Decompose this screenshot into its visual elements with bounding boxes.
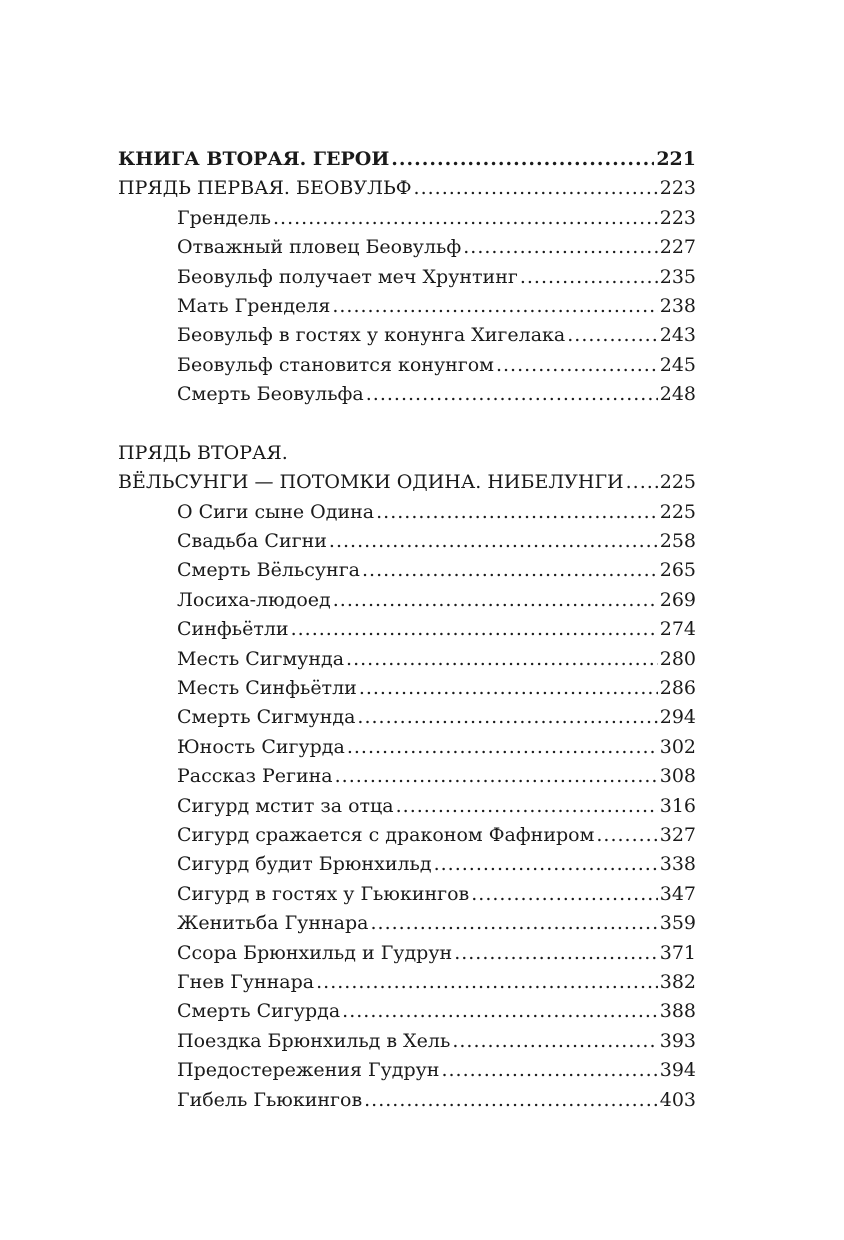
toc-entry-chapter [118, 821, 696, 850]
chapter-title: Ссора Брюнхильд и Гудрун [177, 941, 453, 964]
dot-leader [346, 645, 658, 674]
chapter-page-number: 274 [659, 618, 696, 641]
chapter-title: Юность Сигурда [177, 735, 345, 758]
dot-leader [333, 586, 658, 615]
toc-entry-chapter [118, 380, 696, 409]
part1-page-number: 223 [659, 177, 696, 200]
chapter-title: Отважный пловец Беовульф [177, 236, 462, 259]
chapter-page-number: 265 [659, 559, 696, 582]
chapter-page-number: 403 [659, 1088, 696, 1111]
dot-leader [567, 321, 658, 350]
toc-entry-chapter [118, 880, 696, 909]
chapter-title: Сигурд мстит за отца [177, 794, 394, 817]
chapter-page-number: 371 [659, 941, 696, 964]
dot-leader [347, 733, 658, 762]
chapter-page-number: 235 [659, 265, 696, 288]
toc-entry-chapter [118, 909, 696, 938]
toc-entry-chapter [118, 850, 696, 879]
dot-leader [520, 263, 658, 292]
toc-entry-chapter [118, 351, 696, 380]
toc-entry-chapter [118, 556, 696, 585]
chapter-page-number: 394 [659, 1059, 696, 1082]
toc-entry-part2 [118, 468, 696, 497]
toc-entry-chapter [118, 939, 696, 968]
chapter-page-number: 227 [659, 236, 696, 259]
dot-leader [414, 174, 658, 203]
chapter-title: Беовульф получает меч Хрунтинг [177, 265, 518, 288]
chapter-title: Поездка Брюнхильд в Хель [177, 1029, 451, 1052]
dot-leader [273, 204, 658, 233]
chapter-page-number: 308 [659, 765, 696, 788]
chapter-page-number: 388 [659, 1000, 696, 1023]
toc-entry-chapter [118, 762, 696, 791]
chapter-title: Сигурд сражается с драконом Фафниром [177, 823, 595, 846]
chapter-title: Мать Гренделя [177, 294, 331, 317]
dot-leader [366, 380, 658, 409]
table-of-contents [118, 145, 696, 1115]
dot-leader [359, 674, 658, 703]
dot-leader [452, 1027, 657, 1056]
chapter-title: Смерть Беовульфа [177, 383, 364, 406]
chapter-page-number: 316 [659, 794, 696, 817]
dot-leader [391, 145, 654, 174]
dot-leader [434, 850, 658, 879]
toc-entry-chapter [118, 968, 696, 997]
toc-entry-chapter [118, 1086, 696, 1115]
chapter-page-number: 243 [659, 324, 696, 347]
chapter-page-number: 294 [659, 706, 696, 729]
chapter-title: Лосиха-людоед [177, 588, 331, 611]
toc-entry-chapter [118, 586, 696, 615]
dot-leader [396, 792, 658, 821]
dot-leader [316, 968, 658, 997]
dot-leader [463, 233, 657, 262]
dot-leader [364, 1086, 658, 1115]
dot-leader [329, 527, 658, 556]
toc-entry-chapter [118, 527, 696, 556]
toc-entry-part1 [118, 174, 696, 203]
toc-entry-chapter [118, 321, 696, 350]
toc-entry-book [118, 145, 696, 174]
dot-leader [626, 468, 658, 497]
toc-entry-chapter [118, 997, 696, 1026]
toc-entry-chapter [118, 498, 696, 527]
toc-entry-chapter [118, 1056, 696, 1085]
section-gap [118, 410, 696, 439]
dot-leader [441, 1056, 657, 1085]
chapter-title: О Сиги сыне Одина [177, 500, 375, 523]
chapter-page-number: 359 [659, 912, 696, 935]
dot-leader [370, 909, 657, 938]
dot-leader [342, 997, 658, 1026]
toc-entry-chapter [118, 792, 696, 821]
toc-entry-chapter [118, 1027, 696, 1056]
chapter-page-number: 238 [659, 294, 696, 317]
chapter-page-number: 338 [659, 853, 696, 876]
chapter-page-number: 280 [659, 647, 696, 670]
chapter-title: Беовульф в гостях у конунга Хигелака [177, 324, 566, 347]
chapter-page-number: 382 [659, 970, 696, 993]
dot-leader [454, 939, 658, 968]
chapter-page-number: 269 [659, 588, 696, 611]
chapter-title: Сигурд в гостях у Гьюкингов [177, 882, 470, 905]
chapter-page-number: 302 [659, 735, 696, 758]
chapter-page-number: 286 [659, 677, 696, 700]
book-title: КНИГА ВТОРАЯ. ГЕРОИ [118, 148, 390, 170]
part2-title-line1: ПРЯДЬ ВТОРАЯ. [118, 441, 288, 464]
chapter-page-number: 393 [659, 1029, 696, 1052]
chapter-title: Беовульф становится конунгом [177, 353, 494, 376]
chapter-page-number: 223 [659, 206, 696, 229]
chapter-page-number: 258 [659, 530, 696, 553]
chapter-title: Женитьба Гуннара [177, 912, 369, 935]
chapter-title: Предостережения Гудрун [177, 1059, 440, 1082]
toc-entry-chapter [118, 703, 696, 732]
chapter-page-number: 347 [659, 882, 696, 905]
toc-entry-chapter [118, 204, 696, 233]
chapter-title: Гнев Гуннара [177, 970, 315, 993]
chapter-page-number: 248 [659, 383, 696, 406]
part2-page-number: 225 [659, 471, 696, 494]
chapter-title: Рассказ Регина [177, 765, 333, 788]
toc-entry-chapter [118, 615, 696, 644]
chapter-page-number: 225 [659, 500, 696, 523]
part1-chapter-list [118, 204, 696, 410]
dot-leader [291, 615, 658, 644]
part2-title-line2: ВЁЛЬСУНГИ — ПОТОМКИ ОДИНА. НИБЕЛУНГИ [118, 471, 624, 494]
chapter-title: Сигурд будит Брюнхильд [177, 853, 432, 876]
chapter-title: Смерть Вёльсунга [177, 559, 361, 582]
dot-leader [471, 880, 657, 909]
part2-chapter-list [118, 498, 696, 1115]
chapter-title: Месть Сигмунда [177, 647, 345, 670]
toc-entry-chapter [118, 292, 696, 321]
toc-entry-chapter [118, 733, 696, 762]
chapter-title: Смерть Сигурда [177, 1000, 341, 1023]
chapter-title: Синфьётли [177, 618, 289, 641]
dot-leader [362, 556, 658, 585]
dot-leader [496, 351, 658, 380]
chapter-page-number: 327 [659, 823, 696, 846]
dot-leader [332, 292, 657, 321]
chapter-title: Грендель [177, 206, 272, 229]
chapter-title: Смерть Сигмунда [177, 706, 356, 729]
book-page-number: 221 [656, 148, 696, 170]
chapter-page-number: 245 [659, 353, 696, 376]
toc-entry-chapter [118, 645, 696, 674]
toc-entry-chapter [118, 263, 696, 292]
dot-leader [596, 821, 657, 850]
dot-leader [376, 498, 658, 527]
chapter-title: Свадьба Сигни [177, 530, 327, 553]
dot-leader [357, 703, 657, 732]
dot-leader [335, 762, 658, 791]
chapter-title: Месть Синфьётли [177, 677, 357, 700]
chapter-title: Гибель Гьюкингов [177, 1088, 363, 1111]
part1-title: ПРЯДЬ ПЕРВАЯ. БЕОВУЛЬФ [118, 177, 412, 200]
toc-entry-chapter [118, 233, 696, 262]
toc-entry-chapter [118, 674, 696, 703]
